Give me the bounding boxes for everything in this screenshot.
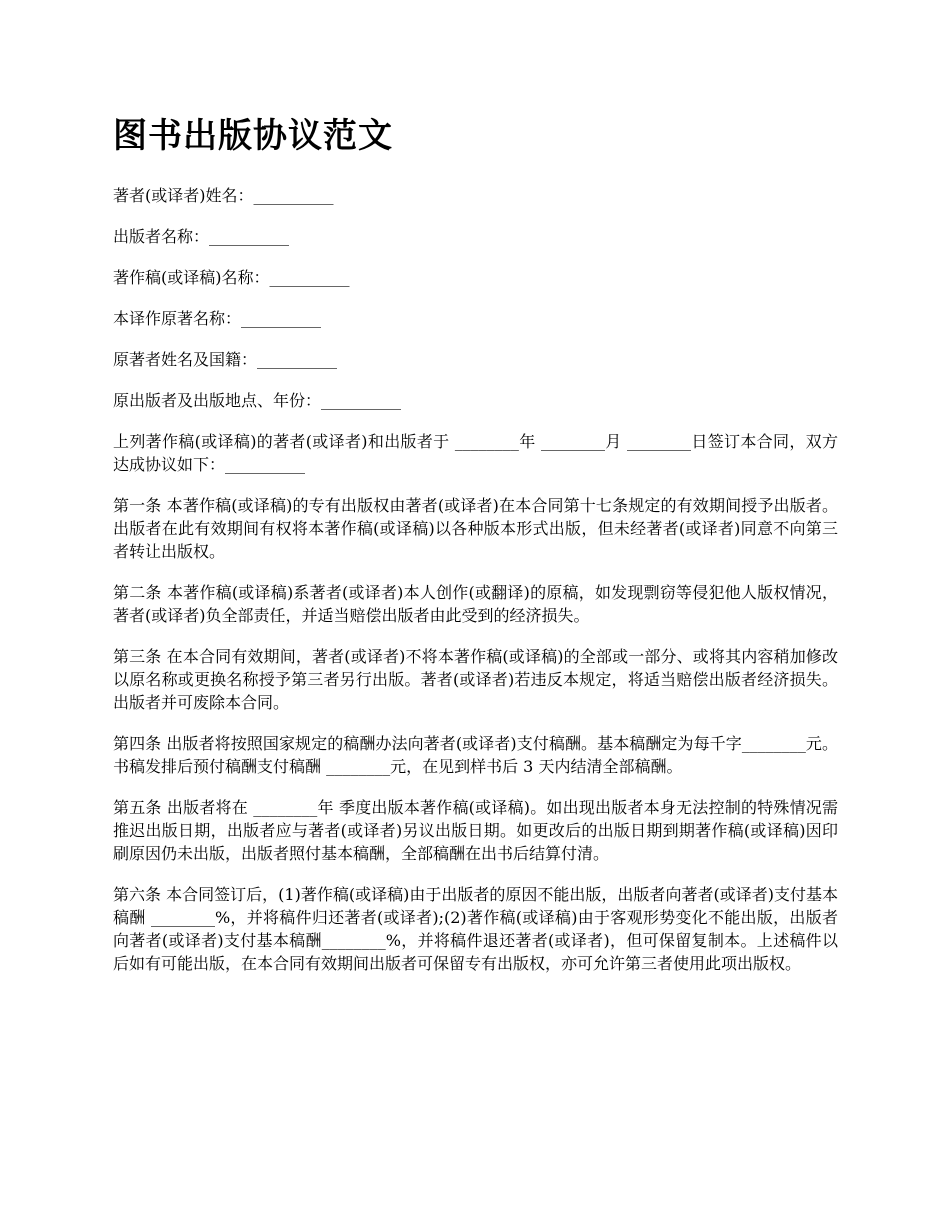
field-original-work-name: 本译作原著名称：__________ <box>113 309 322 328</box>
article-4: 第四条 出版者将按照国家规定的稿酬办法向著者(或译者)支付稿酬。基本稿酬定为每千字________元。书稿发排后预付稿酬支付稿酬 ________元，在见到样书后 3 天内结清全部稿酬。 <box>113 734 838 776</box>
field-author-name: 著者(或译者)姓名：__________ <box>113 186 334 205</box>
article-5: 第五条 出版者将在 ________年 季度出版本著作稿(或译稿)。如出现出版者本身无法控制的特殊情况需推迟出版日期，出版者应与著者(或译者)另议出版日期。如更改后的出版日期到期著作稿(或译稿)因印刷原因仍未出版，出版者照付基本稿酬，全部稿酬在出书后结算付清。 <box>113 798 838 863</box>
field-manuscript-name: 著作稿(或译稿)名称：__________ <box>113 268 350 287</box>
agreement-intro: 上列著作稿(或译稿)的著者(或译者)和出版者于 ________年 ________月 ________日签订本合同，双方达成协议如下：__________ <box>113 432 838 474</box>
article-2: 第二条 本著作稿(或译稿)系著者(或译者)本人创作(或翻译)的原稿，如发现剽窃等侵犯他人版权情况，著者(或译者)负全部责任，并适当赔偿出版者由此受到的经济损失。 <box>113 583 838 625</box>
document-title: 图书出版协议范文 <box>113 116 393 156</box>
field-original-publisher-place-year: 原出版者及出版地点、年份：__________ <box>113 391 402 410</box>
document-page <box>113 108 838 993</box>
article-3: 第三条 在本合同有效期间，著者(或译者)不将本著作稿(或译稿)的全部或一部分、或将其内容稍加修改以原名称或更换名称授予第三者另行出版。著者(或译者)若违反本规定，将适当赔偿出版者经济损失。出版者并可废除本合同。 <box>113 647 838 712</box>
article-6: 第六条 本合同签订后，(1)著作稿(或译稿)由于出版者的原因不能出版，出版者向著者(或译者)支付基本稿酬 ________%，并将稿件归还著者(或译者);(2)著作稿(或译稿)由于客观形势变化不能出版，出版者向著者(或译者)支付基本稿酬________%，并将稿件退还著者(或译者)，但可保留复制本。上述稿件以后如有可能出版，在本合同有效期间出版者可保留专有出版权，亦可允许第三者使用此项出版权。 <box>113 885 838 973</box>
field-original-author-nationality: 原著者姓名及国籍：__________ <box>113 350 338 369</box>
article-1: 第一条 本著作稿(或译稿)的专有出版权由著者(或译者)在本合同第十七条规定的有效期间授予出版者。出版者在此有效期间有权将本著作稿(或译稿)以各种版本形式出版，但未经著者(或译者)同意不向第三者转让出版权。 <box>113 496 838 561</box>
field-publisher-name: 出版者名称：__________ <box>113 227 290 246</box>
